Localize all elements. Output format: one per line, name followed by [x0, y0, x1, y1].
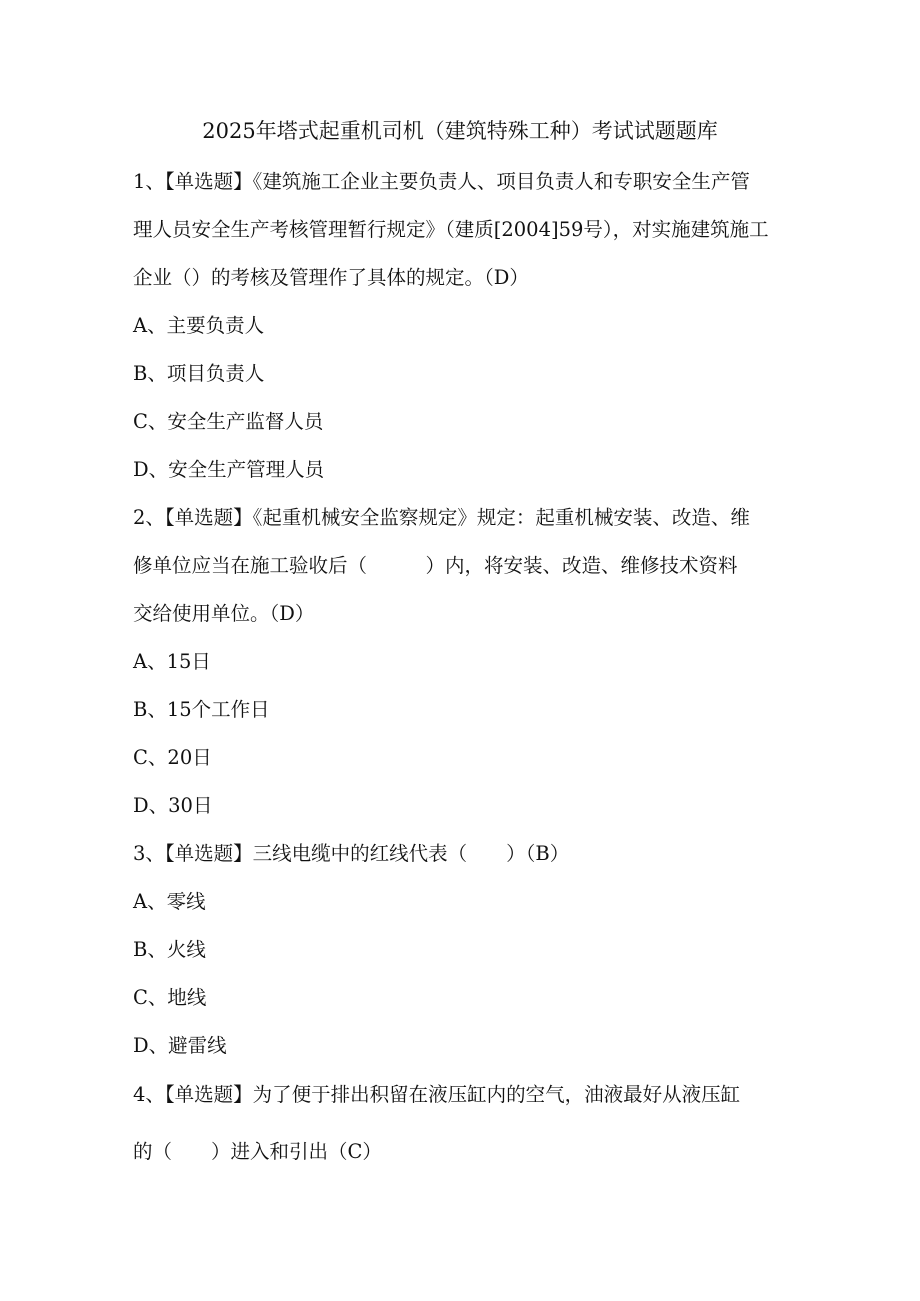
- question-3-option-c: C、地线: [133, 986, 207, 1009]
- question-1-stem-line-2: 理人员安全生产考核管理暂行规定》（建质[2004]59号），对实施建筑施工: [133, 218, 769, 241]
- question-1-option-a: A、主要负责人: [133, 314, 265, 337]
- question-3-option-b: B、火线: [133, 938, 206, 961]
- document-title: 2025年塔式起重机司机（建筑特殊工种）考试试题题库: [202, 119, 718, 143]
- question-1-stem-line-1: 1、【单选题】《建筑施工企业主要负责人、项目负责人和专职安全生产管: [133, 170, 750, 193]
- question-1-stem-line-3: 企业（）的考核及管理作了具体的规定。（D）: [133, 266, 529, 289]
- question-1-option-d: D、安全生产管理人员: [133, 458, 325, 481]
- question-3-option-d: D、避雷线: [133, 1034, 227, 1057]
- question-2-stem-line-2: 修单位应当在施工验收后（ ）内，将安装、改造、维修技术资料: [133, 554, 738, 577]
- question-4-stem-line-2: 的（ ）进入和引出（C）: [133, 1140, 382, 1163]
- question-2-stem-line-1: 2、【单选题】《起重机械安全监察规定》规定：起重机械安装、改造、维: [133, 506, 750, 529]
- question-4-stem-line-1: 4、【单选题】为了便于排出积留在液压缸内的空气，油液最好从液压缸: [133, 1083, 741, 1106]
- question-2-option-d: D、30日: [133, 794, 213, 817]
- question-2-option-c: C、20日: [133, 746, 212, 769]
- question-1-option-b: B、项目负责人: [133, 362, 265, 385]
- question-3-option-a: A、零线: [133, 890, 206, 913]
- question-1-option-c: C、安全生产监督人员: [133, 410, 324, 433]
- question-3-stem-line-1: 3、【单选题】三线电缆中的红线代表（ ）（B）: [133, 842, 570, 865]
- question-2-option-a: A、15日: [133, 650, 211, 673]
- question-2-option-b: B、15个工作日: [133, 698, 270, 721]
- question-2-stem-line-3: 交给使用单位。（D）: [133, 602, 315, 625]
